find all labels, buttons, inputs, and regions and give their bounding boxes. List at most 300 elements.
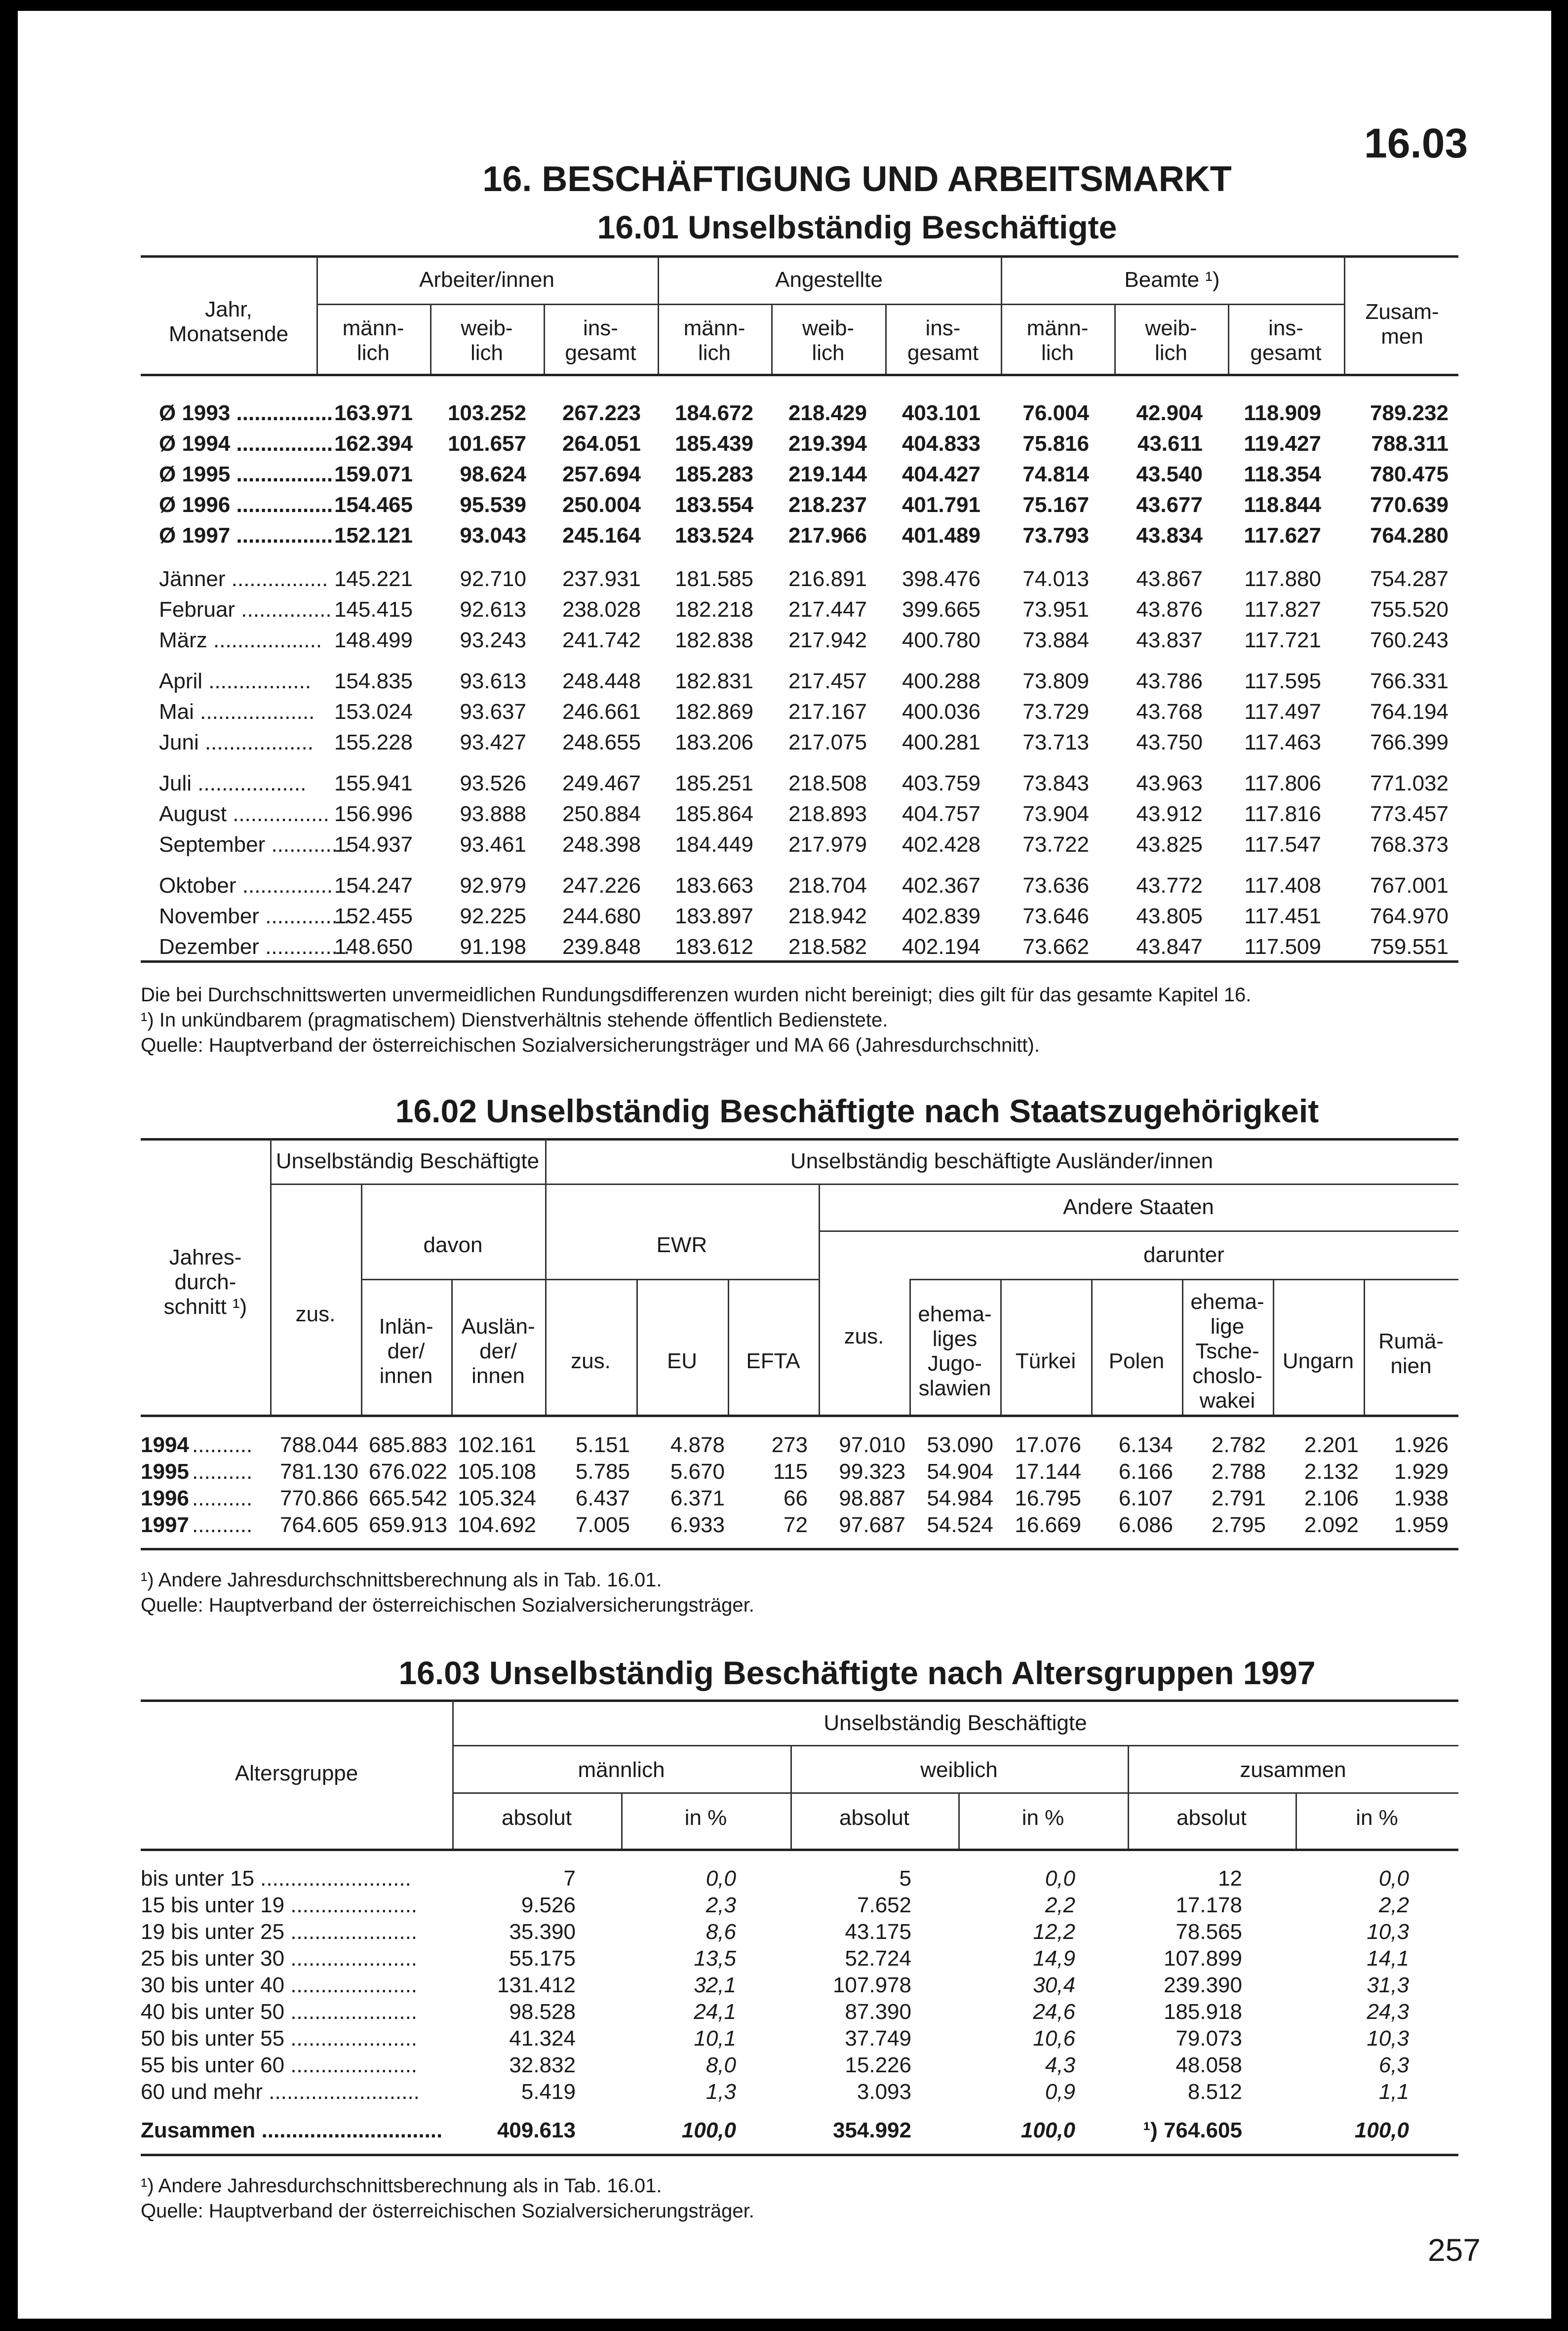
cell: 2.782	[1211, 1433, 1266, 1457]
cell: 43.772	[1136, 873, 1203, 898]
cell: 244.680	[562, 904, 641, 928]
cell: 6.437	[575, 1486, 630, 1510]
cell: 156.996	[334, 802, 413, 826]
cell: 103.252	[447, 401, 526, 425]
cell: 248.398	[562, 832, 641, 857]
cell: 93.043	[460, 523, 526, 548]
header-andere: Andere Staaten	[1063, 1195, 1214, 1219]
rule	[1000, 1280, 1002, 1415]
cell: 9.526	[521, 1893, 576, 1917]
cell: 217.457	[788, 669, 867, 693]
cell: 685.883	[368, 1433, 447, 1457]
cell: 788.044	[279, 1433, 358, 1457]
cell: 117.497	[1244, 700, 1321, 724]
cell: 75.816	[1022, 432, 1089, 456]
cell: 79.073	[1176, 2026, 1242, 2051]
cell: 131.412	[497, 1973, 576, 1997]
header-ewr: EWR	[656, 1233, 707, 1257]
cell: 16.669	[1015, 1513, 1081, 1537]
cell: 43.847	[1136, 935, 1203, 959]
cell: 2.106	[1304, 1486, 1359, 1510]
row-dots: ..........	[192, 1486, 253, 1510]
cell: 24,1	[694, 2000, 736, 2024]
rule	[819, 1230, 1458, 1232]
cell: 219.394	[788, 432, 867, 456]
cell: 6.086	[1118, 1513, 1173, 1537]
row-label: 25 bis unter 30 .....................	[141, 1946, 418, 1971]
row-label: Ø 1993 ................	[159, 401, 333, 425]
cell: 10,1	[694, 2026, 736, 2051]
header-unselbst: Unselbständig Beschäftigte	[823, 1711, 1087, 1735]
cell: 13,5	[694, 1946, 736, 1971]
cell: 6.933	[670, 1513, 725, 1537]
cell: 78.565	[1176, 1920, 1242, 1944]
rule	[141, 1699, 1458, 1702]
row-label: Oktober ...............	[159, 873, 333, 898]
header-zus-3: zus.	[844, 1324, 884, 1348]
cell: 773.457	[1370, 802, 1449, 826]
header-absolut: absolut	[839, 1806, 909, 1830]
cell: 154.937	[334, 832, 413, 857]
rule	[728, 1280, 729, 1415]
cell: 12,2	[1033, 1920, 1075, 1944]
cell: 788.311	[1371, 432, 1449, 456]
cell: 118.909	[1244, 401, 1321, 425]
cell: 43.540	[1136, 462, 1203, 486]
cell: 73.646	[1022, 904, 1089, 928]
cell: 400.780	[902, 628, 980, 652]
cell: 237.931	[562, 567, 641, 591]
cell: 250.004	[562, 493, 641, 517]
header-eu: EU	[666, 1349, 698, 1373]
cell: 117.463	[1244, 730, 1321, 754]
cell: 42.904	[1136, 401, 1203, 425]
cell: 102.161	[457, 1433, 536, 1457]
cell: 754.287	[1370, 567, 1449, 591]
header-inlaender: Inlän- der/ innen	[379, 1314, 433, 1388]
cell: 248.655	[562, 730, 641, 754]
cell: 5.785	[575, 1460, 630, 1484]
cell: 181.585	[674, 567, 753, 591]
cell: 153.024	[334, 700, 413, 724]
cell: 8.512	[1187, 2080, 1242, 2104]
cell: 766.399	[1370, 730, 1449, 754]
header-davon: davon	[423, 1233, 483, 1257]
cell: 267.223	[562, 401, 641, 425]
header-auslaender-sub: Auslän- der/ innen	[461, 1314, 535, 1388]
cell: 119.427	[1244, 432, 1321, 456]
cell: 93.613	[460, 669, 526, 693]
cell: 7.005	[575, 1513, 630, 1537]
cell: 115	[773, 1460, 808, 1484]
cell: 404.757	[902, 802, 980, 826]
cell: 6.134	[1118, 1433, 1173, 1457]
cell: 98.528	[509, 2000, 576, 2024]
cell: 52.724	[845, 1946, 911, 1971]
rule	[316, 304, 658, 305]
cell: 66	[784, 1486, 808, 1510]
cell: 92.225	[460, 904, 526, 928]
cell: 97.010	[839, 1433, 905, 1457]
cell: 246.661	[562, 700, 641, 724]
page	[18, 11, 1551, 2319]
cell: 238.028	[562, 597, 641, 622]
cell: 73.843	[1022, 771, 1089, 795]
total-cell: 100,0	[1354, 2118, 1409, 2142]
cell: 17.076	[1015, 1433, 1081, 1457]
cell: 152.455	[334, 904, 413, 928]
cell: 43.786	[1136, 669, 1203, 693]
row-label: Ø 1997 ................	[159, 523, 333, 548]
header-zus-1: zus.	[295, 1302, 336, 1326]
cell: 217.979	[788, 832, 867, 857]
header-ungarn: Ungarn	[1282, 1349, 1354, 1373]
cell: 767.001	[1370, 873, 1449, 898]
group-header-1: Angestellte	[775, 268, 883, 292]
row-label: 19 bis unter 25 .....................	[141, 1920, 418, 1944]
cell: 239.848	[562, 935, 641, 959]
rule	[1001, 304, 1344, 305]
cell: 54.524	[927, 1513, 993, 1537]
cell: 73.793	[1022, 523, 1089, 548]
cell: 2.788	[1211, 1460, 1266, 1484]
header-0: männlich	[578, 1758, 665, 1782]
cell: 159.071	[334, 462, 413, 486]
cell: 162.394	[334, 432, 413, 456]
cell: 183.554	[674, 493, 753, 517]
cell: 155.228	[334, 730, 413, 754]
cell: 41.324	[509, 2026, 576, 2051]
row-label: Juni ..................	[159, 730, 314, 754]
cell: 2,2	[1045, 1893, 1075, 1917]
cell: 117.816	[1244, 802, 1321, 826]
rule	[361, 1279, 819, 1280]
cell: 273	[771, 1433, 808, 1457]
cell: 73.904	[1022, 802, 1089, 826]
row-label: 1995	[141, 1460, 189, 1484]
cell: 250.884	[562, 802, 641, 826]
cell: 32.832	[509, 2053, 576, 2077]
header-rumaenien: Rumä- nien	[1378, 1329, 1444, 1378]
sub-header: weib- lich	[802, 316, 855, 365]
cell: 2,2	[1378, 1893, 1409, 1917]
cell: 117.547	[1244, 832, 1321, 857]
sub-header: männ- lich	[1026, 316, 1089, 365]
row-label: April .................	[159, 669, 312, 693]
rule	[141, 255, 1458, 258]
cell: 15.226	[845, 2053, 911, 2077]
cell: 8,0	[706, 2053, 736, 2077]
cell: 72	[784, 1513, 808, 1537]
cell: 216.891	[788, 567, 867, 591]
rule	[270, 1139, 272, 1415]
cell: 1.938	[1394, 1486, 1449, 1510]
cell: 105.324	[457, 1486, 536, 1510]
cell: 2.795	[1211, 1513, 1266, 1537]
rule	[452, 1792, 1458, 1794]
cell: 93.888	[460, 802, 526, 826]
section-code: 16.03	[1364, 120, 1468, 166]
cell: 117.509	[1244, 935, 1321, 959]
cell: 37.749	[845, 2026, 911, 2051]
header-absolut: absolut	[1176, 1806, 1247, 1830]
cell: 105.108	[457, 1460, 536, 1484]
header-tschechoslowakei: ehema- lige Tsche- choslo- wakei	[1190, 1290, 1264, 1413]
cell: 182.218	[674, 597, 753, 622]
table-16-01-note: Die bei Durchschnittswerten unvermeidlichen Rundungsdifferenzen wurden nicht bereinigt; dies gilt für das gesamte Kapitel 16.	[141, 984, 1252, 1006]
cell: 182.831	[674, 669, 753, 693]
header-jahr: Jahr,	[205, 297, 252, 321]
cell: 54.984	[927, 1486, 993, 1510]
cell: 182.838	[674, 628, 753, 652]
cell: 402.428	[902, 832, 980, 857]
header-zusammen: Zusam- men	[1365, 300, 1439, 349]
cell: 218.237	[788, 493, 867, 517]
cell: 93.243	[460, 628, 526, 652]
row-label: August ................	[159, 802, 329, 826]
rule	[141, 374, 1458, 376]
cell: 93.637	[460, 700, 526, 724]
row-label: 1994	[141, 1433, 189, 1457]
table-16-02-note: Quelle: Hauptverband der österreichischen Sozialversicherungsträger.	[141, 1594, 754, 1616]
table-16-01-note: ¹) In unkündbarem (pragmatischem) Dienstverhältnis stehende öffentlich Bedienstete.	[141, 1009, 888, 1031]
cell: 17.144	[1015, 1460, 1081, 1484]
cell: 768.373	[1370, 832, 1449, 857]
rule	[270, 1184, 1458, 1185]
cell: 759.551	[1370, 935, 1449, 959]
cell: 117.827	[1244, 597, 1321, 622]
table-16-02-title: 16.02 Unselbständig Beschäftigte nach Staatszugehörigkeit	[395, 1093, 1319, 1129]
cell: 766.331	[1370, 669, 1449, 693]
cell: 399.665	[902, 597, 980, 622]
cell: 17.178	[1176, 1893, 1242, 1917]
cell: 48.058	[1176, 2053, 1242, 2077]
cell: 764.280	[1370, 523, 1449, 548]
sub-header: weib- lich	[461, 316, 513, 365]
cell: 2.132	[1304, 1460, 1359, 1484]
header-2: zusammen	[1240, 1758, 1346, 1782]
cell: 402.839	[902, 904, 980, 928]
cell: 10,3	[1367, 1920, 1409, 1944]
row-label: 55 bis unter 60 .....................	[141, 2053, 418, 2077]
cell: 247.226	[562, 873, 641, 898]
table-16-01-note: Quelle: Hauptverband der österreichischen Sozialversicherungsträger und MA 66 (Jahresdurchschnitt).	[141, 1034, 1040, 1056]
cell: 400.281	[902, 730, 980, 754]
row-label: Ø 1994 ................	[159, 432, 333, 456]
cell: 43.876	[1136, 597, 1203, 622]
cell: 73.884	[1022, 628, 1089, 652]
cell: 73.636	[1022, 873, 1089, 898]
cell: 217.075	[788, 730, 867, 754]
table-16-01-title: 16.01 Unselbständig Beschäftigte	[597, 209, 1117, 245]
cell: 6.371	[670, 1486, 725, 1510]
header-1: weiblich	[920, 1758, 998, 1782]
cell: 148.499	[334, 628, 413, 652]
cell: 5	[899, 1866, 911, 1891]
cell: 7	[563, 1866, 576, 1891]
cell: 107.899	[1163, 1946, 1242, 1971]
cell: 43.611	[1137, 432, 1203, 456]
cell: 54.904	[927, 1460, 993, 1484]
row-label: September .............	[159, 832, 350, 857]
cell: 93.526	[460, 771, 526, 795]
header-auslaender: Unselbständig beschäftigte Ausländer/innen	[790, 1149, 1214, 1173]
cell: 117.721	[1244, 628, 1321, 652]
row-label: Juli ..................	[159, 771, 307, 795]
cell: 764.970	[1370, 904, 1449, 928]
cell: 401.489	[902, 523, 980, 548]
table-16-03-note: ¹) Andere Jahresdurchschnittsberechnung als in Tab. 16.01.	[141, 2175, 662, 2197]
row-label: Februar ...............	[159, 597, 332, 622]
page-number: 257	[1428, 2232, 1481, 2268]
cell: 184.449	[674, 832, 753, 857]
cell: 92.979	[460, 873, 526, 898]
row-label: Ø 1996 ................	[159, 493, 333, 517]
cell: 403.101	[902, 401, 980, 425]
header-jugoslawien: ehema- liges Jugo- slawien	[918, 1302, 992, 1400]
cell: 73.662	[1022, 935, 1089, 959]
row-label: Mai ...................	[159, 700, 315, 724]
cell: 248.448	[562, 669, 641, 693]
cell: 217.447	[788, 597, 867, 622]
rule	[1273, 1280, 1274, 1415]
rule	[141, 1849, 1458, 1851]
cell: 73.809	[1022, 669, 1089, 693]
cell: 43.750	[1136, 730, 1203, 754]
total-cell: 100,0	[681, 2118, 736, 2142]
total-cell: ¹) 764.605	[1143, 2118, 1242, 2142]
cell: 398.476	[902, 567, 980, 591]
sub-header: ins- gesamt	[907, 316, 979, 365]
cell: 163.971	[334, 401, 413, 425]
cell: 117.595	[1244, 669, 1321, 693]
cell: 75.167	[1022, 493, 1089, 517]
cell: 117.451	[1244, 904, 1321, 928]
sub-header: ins- gesamt	[1250, 316, 1322, 365]
cell: 755.520	[1370, 597, 1449, 622]
cell: 43.834	[1136, 523, 1203, 548]
cell: 1.926	[1394, 1433, 1449, 1457]
row-label: November ..............	[159, 904, 350, 928]
cell: 184.672	[674, 401, 753, 425]
cell: 217.167	[788, 700, 867, 724]
header-polen: Polen	[1108, 1349, 1165, 1373]
sub-header: männ- lich	[683, 316, 745, 365]
cell: 117.408	[1244, 873, 1321, 898]
cell: 1,3	[706, 2080, 736, 2104]
cell: 118.844	[1244, 493, 1321, 517]
cell: 403.759	[902, 771, 980, 795]
cell: 185.439	[674, 432, 753, 456]
cell: 764.605	[279, 1513, 358, 1537]
cell: 154.465	[334, 493, 413, 517]
cell: 676.022	[368, 1460, 447, 1484]
cell: 781.130	[279, 1460, 358, 1484]
cell: 218.582	[788, 935, 867, 959]
cell: 185.283	[674, 462, 753, 486]
total-cell: 100,0	[1020, 2118, 1075, 2142]
cell: 217.966	[788, 523, 867, 548]
chapter-title: 16. BESCHÄFTIGUNG UND ARBEITSMARKT	[482, 159, 1232, 199]
header-percent: in %	[1021, 1806, 1064, 1830]
rule	[1091, 1280, 1093, 1415]
cell: 218.508	[788, 771, 867, 795]
cell: 10,3	[1367, 2026, 1409, 2051]
cell: 404.427	[902, 462, 980, 486]
cell: 118.354	[1244, 462, 1321, 486]
cell: 73.713	[1022, 730, 1089, 754]
cell: 155.941	[334, 771, 413, 795]
cell: 665.542	[368, 1486, 447, 1510]
header-jahres: Jahres- durch- schnitt ¹)	[163, 1245, 247, 1319]
rule	[141, 1548, 1458, 1550]
header-darunter: darunter	[1143, 1243, 1224, 1267]
row-label: März ..................	[159, 628, 322, 652]
sub-header: weib- lich	[1145, 316, 1197, 365]
cell: 245.164	[562, 523, 641, 548]
header-unselbst: Unselbständig Beschäftigte	[275, 1149, 540, 1173]
cell: 218.942	[788, 904, 867, 928]
cell: 154.835	[334, 669, 413, 693]
cell: 183.897	[674, 904, 753, 928]
cell: 4,3	[1045, 2053, 1075, 2077]
cell: 5.151	[575, 1433, 630, 1457]
cell: 217.942	[788, 628, 867, 652]
cell: 239.390	[1163, 1973, 1242, 1997]
cell: 73.722	[1022, 832, 1089, 857]
cell: 770.866	[279, 1486, 358, 1510]
cell: 95.539	[460, 493, 526, 517]
cell: 32,1	[694, 1973, 736, 1997]
header-tuerkei: Türkei	[1015, 1349, 1076, 1373]
cell: 257.694	[562, 462, 641, 486]
row-label: Dezember ..............	[159, 935, 350, 959]
cell: 5.670	[670, 1460, 725, 1484]
group-header-2: Beamte ¹)	[1124, 268, 1220, 292]
cell: 241.742	[562, 628, 641, 652]
cell: 73.729	[1022, 700, 1089, 724]
cell: 764.194	[1370, 700, 1449, 724]
cell: 6.107	[1118, 1486, 1173, 1510]
cell: 43.175	[845, 1920, 911, 1944]
cell: 91.198	[460, 935, 526, 959]
cell: 182.869	[674, 700, 753, 724]
cell: 93.427	[460, 730, 526, 754]
cell: 3.093	[857, 2080, 911, 2104]
header-percent: in %	[684, 1806, 727, 1830]
row-label: 1996	[141, 1486, 189, 1510]
cell: 219.144	[788, 462, 867, 486]
cell: 0,9	[1045, 2080, 1075, 2104]
cell: 154.247	[334, 873, 413, 898]
row-label: 1997	[141, 1513, 189, 1537]
cell: 43.825	[1136, 832, 1203, 857]
cell: 14,1	[1367, 1946, 1409, 1971]
rule	[658, 304, 1001, 305]
header-altersgruppe: Altersgruppe	[235, 1761, 358, 1785]
rule	[141, 2154, 1458, 2156]
cell: 53.090	[927, 1433, 993, 1457]
cell: 145.221	[334, 567, 413, 591]
header-efta: EFTA	[746, 1349, 800, 1373]
total-label: Zusammen ..............................	[141, 2118, 443, 2142]
sub-header: männ- lich	[342, 316, 404, 365]
cell: 107.978	[832, 1973, 911, 1997]
group-header-0: Arbeiter/innen	[419, 268, 554, 292]
cell: 402.367	[902, 873, 980, 898]
cell: 98.624	[460, 462, 526, 486]
cell: 43.677	[1136, 493, 1203, 517]
